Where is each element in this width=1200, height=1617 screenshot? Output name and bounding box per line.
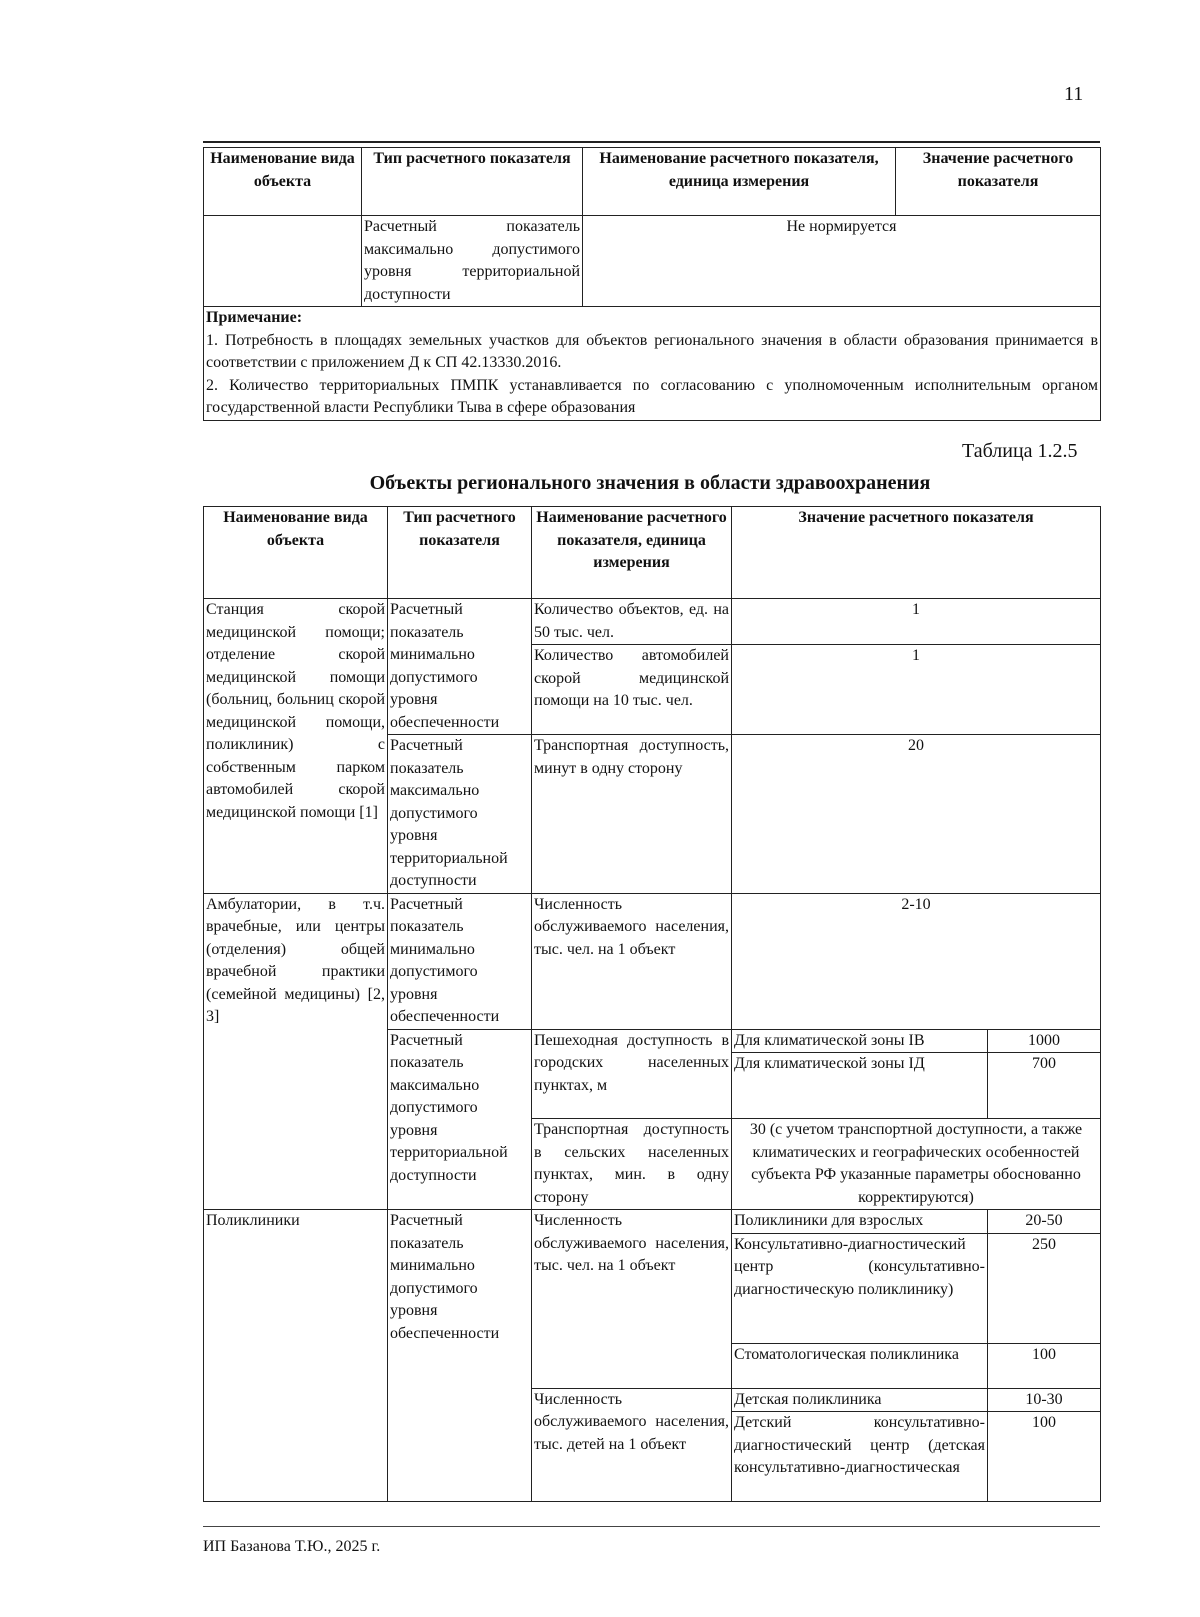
header-object-name: Наименование вида объекта	[204, 148, 362, 216]
zone-id-label: Для климатической зоны IД	[732, 1053, 988, 1119]
polyclinic-type-min: Расчетный показатель минимально допустимого уровня обеспеченности	[388, 1210, 532, 1502]
child-polyclinic-value: 10-30	[988, 1388, 1101, 1412]
table-title: Объекты регионального значения в области здравоохранения	[369, 472, 931, 494]
adult-polyclinic-value: 20-50	[988, 1210, 1101, 1234]
ambulatory-type-max: Расчетный показатель максимально допустимого уровня территориальной доступности	[388, 1029, 532, 1210]
ambulance-ind-objects: Количество объектов, ед. на 50 тыс. чел.	[532, 599, 732, 645]
child-kdc-value: 100	[988, 1412, 1101, 1502]
ambulatory-ind-population: Численность обслуживаемого населения, тыс. чел. на 1 объект	[532, 893, 732, 1029]
header-indicator-value: Значение расчетного показателя	[896, 148, 1101, 216]
value-not-normed: Не нормируется	[583, 216, 1101, 307]
notes-cell	[204, 307, 1101, 421]
header-indicator-type: Тип расчетного показателя	[388, 507, 532, 599]
header-indicator-name: Наименование расчетного показателя, единица измерения	[583, 148, 896, 216]
dental-value: 100	[988, 1343, 1101, 1388]
ambulatory-object-name: Амбулатории, в т.ч. врачебные, или центры (отделения) общей врачебной практики (семейной медицины) [2, 3]	[204, 893, 388, 1210]
zone-id-value: 700	[988, 1053, 1101, 1119]
footer-text: ИП Базанова Т.Ю., 2025 г.	[203, 1538, 381, 1555]
ambulance-val-objects: 1	[732, 599, 1101, 645]
kdc-value: 250	[988, 1233, 1101, 1343]
note-2: 2. Количество территориальных ПМПК устанавливается по согласованию с уполномоченным исполнительным органом государственной власти Республики Тыва в сфере образования	[206, 376, 1098, 416]
healthcare-table	[203, 506, 1101, 1502]
object-name-cell	[204, 216, 362, 307]
ambulatory-ind-walk: Пешеходная доступность в городских населенных пунктах, м	[532, 1029, 732, 1119]
header-indicator-name: Наименование расчетного показателя, единица измерения	[532, 507, 732, 599]
polyclinic-ind-children: Численность обслуживаемого населения, тыс. детей на 1 объект	[532, 1388, 732, 1502]
zone-ib-label: Для климатической зоны IВ	[732, 1029, 988, 1053]
header-indicator-type: Тип расчетного показателя	[362, 148, 583, 216]
kdc-label: Консультативно-диагностический центр (консультативно-диагностическую поликлинику)	[732, 1233, 988, 1343]
ambulance-type-min: Расчетный показатель минимально допустимого уровня обеспеченности	[388, 599, 532, 735]
dental-label: Стоматологическая поликлиника	[732, 1343, 988, 1388]
child-kdc-label: Детский консультативно-диагностический центр (детская консультативно-диагностическая	[732, 1412, 988, 1502]
zone-ib-value: 1000	[988, 1029, 1101, 1053]
footer-rule	[203, 1526, 1100, 1527]
ambulatory-type-min: Расчетный показатель минимально допустимого уровня обеспеченности	[388, 893, 532, 1029]
header-indicator-value: Значение расчетного показателя	[732, 507, 1101, 599]
ambulance-ind-transport: Транспортная доступность, минут в одну сторону	[532, 735, 732, 894]
note-label: Примечание:	[206, 309, 303, 326]
ambulance-type-max: Расчетный показатель максимально допустимого уровня территориальной доступности	[388, 735, 532, 894]
top-rule	[203, 141, 1100, 143]
page-number: 11	[1064, 83, 1084, 105]
table-caption: Таблица 1.2.5	[962, 440, 1078, 462]
ambulance-ind-cars: Количество автомобилей скорой медицинской помощи на 10 тыс. чел.	[532, 645, 732, 735]
header-object-name: Наименование вида объекта	[204, 507, 388, 599]
ambulance-val-cars: 1	[732, 645, 1101, 735]
ambulatory-val-transport: 30 (с учетом транспортной доступности, а также климатических и географических особенностей субъекта РФ указанные параметры обоснованно корректируются)	[732, 1119, 1101, 1210]
ambulatory-val-population: 2-10	[732, 893, 1101, 1029]
education-table-continuation	[203, 147, 1101, 421]
ambulatory-ind-transport: Транспортная доступность в сельских населенных пунктах, мин. в одну сторону	[532, 1119, 732, 1210]
ambulance-object-name: Станция скорой медицинской помощи; отделение скорой медицинской помощи (больниц, больниц скорой медицинской помощи, поликлиник) с собственным парком автомобилей скорой медицинской помощи [1]	[204, 599, 388, 894]
polyclinic-ind-population: Численность обслуживаемого населения, тыс. чел. на 1 объект	[532, 1210, 732, 1389]
child-polyclinic-label: Детская поликлиника	[732, 1388, 988, 1412]
note-1: 1. Потребность в площадях земельных участков для объектов регионального значения в области образования принимается в соответствии с приложением Д к СП 42.13330.2016.	[206, 331, 1098, 371]
ambulance-val-transport: 20	[732, 735, 1101, 894]
indicator-type-cell: Расчетный показатель максимально допустимого уровня территориальной доступности	[362, 216, 583, 307]
polyclinic-object-name: Поликлиники	[204, 1210, 388, 1502]
adult-polyclinic-label: Поликлиники для взрослых	[732, 1210, 988, 1234]
